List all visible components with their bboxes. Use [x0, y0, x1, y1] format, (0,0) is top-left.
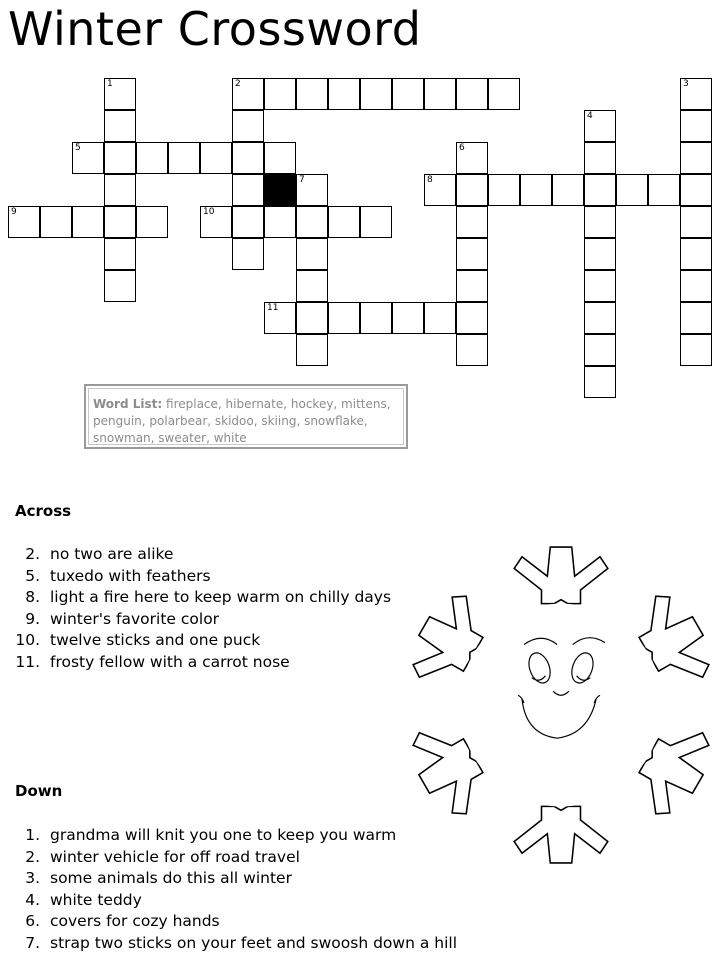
clue-item: 2. winter vehicle for off road travel [25, 847, 300, 866]
grid-cell[interactable] [360, 78, 392, 110]
page-title: Winter Crossword [8, 2, 422, 56]
grid-cell[interactable] [584, 270, 616, 302]
grid-cell[interactable] [232, 206, 264, 238]
grid-cell[interactable] [584, 174, 616, 206]
word-list-label: Word List: [93, 397, 163, 411]
grid-clue-number: 6 [459, 143, 465, 153]
grid-cell[interactable] [648, 174, 680, 206]
grid-cell[interactable] [136, 142, 168, 174]
grid-clue-number: 11 [267, 303, 279, 313]
grid-clue-number: 2 [235, 79, 241, 89]
grid-cell[interactable] [264, 78, 296, 110]
grid-cell[interactable] [264, 206, 296, 238]
clue-item: 9. winter's favorite color [25, 609, 220, 628]
grid-cell[interactable] [232, 110, 264, 142]
snowflake-arm [514, 547, 608, 604]
across-heading: Across [15, 502, 72, 520]
grid-cell[interactable] [232, 78, 264, 110]
clue-item: 3. some animals do this all winter [25, 869, 292, 888]
grid-cell[interactable] [680, 270, 712, 302]
grid-cell[interactable] [584, 302, 616, 334]
down-clues [15, 825, 457, 955]
down-heading: Down [15, 782, 63, 800]
grid-cell[interactable] [584, 334, 616, 366]
grid-cell[interactable] [328, 206, 360, 238]
clue-item: 1. grandma will knit you one to keep you warm [25, 826, 397, 844]
grid-clue-number: 10 [203, 207, 215, 217]
grid-cell[interactable] [104, 110, 136, 142]
grid-cell[interactable] [680, 110, 712, 142]
word-list-inner [88, 388, 404, 445]
grid-cell[interactable] [296, 78, 328, 110]
grid-cell[interactable] [232, 174, 264, 206]
grid-cell[interactable] [104, 206, 136, 238]
grid-clue-number: 4 [587, 111, 593, 121]
clue-item: 4. white teddy [25, 890, 142, 909]
grid-cell[interactable] [328, 78, 360, 110]
grid-cell[interactable] [488, 78, 520, 110]
grid-cell[interactable] [104, 238, 136, 270]
grid-cell[interactable] [328, 302, 360, 334]
clue-item: 11. frosty fellow with a carrot nose [15, 652, 290, 671]
grid-cell[interactable] [584, 142, 616, 174]
grid-cell[interactable] [680, 206, 712, 238]
grid-cell[interactable] [8, 206, 40, 238]
grid-cell[interactable] [296, 270, 328, 302]
clue-item: 10. twelve sticks and one puck [15, 631, 261, 650]
grid-black-cell [264, 174, 296, 206]
grid-cell[interactable] [392, 302, 424, 334]
grid-cell[interactable] [680, 302, 712, 334]
word-list-box [84, 384, 408, 449]
grid-clue-number: 7 [299, 175, 305, 185]
grid-cell[interactable] [200, 206, 232, 238]
grid-cell[interactable] [680, 78, 712, 110]
grid-cell[interactable] [584, 366, 616, 398]
grid-cell[interactable] [424, 302, 456, 334]
grid-cell[interactable] [584, 238, 616, 270]
grid-cell[interactable] [680, 334, 712, 366]
grid-cell[interactable] [104, 270, 136, 302]
grid-cell[interactable] [424, 78, 456, 110]
grid-cell[interactable] [520, 174, 552, 206]
grid-clue-number: 1 [107, 79, 113, 89]
grid-cell[interactable] [456, 334, 488, 366]
grid-cell[interactable] [552, 174, 584, 206]
grid-cell[interactable] [200, 142, 232, 174]
clue-item: 6. covers for cozy hands [25, 912, 220, 931]
clue-item: 5. tuxedo with feathers [25, 566, 211, 585]
grid-cell[interactable] [584, 206, 616, 238]
grid-cell[interactable] [456, 174, 488, 206]
clue-item: 8. light a fire here to keep warm on chilly days [25, 588, 392, 607]
grid-cell[interactable] [264, 142, 296, 174]
word-list-words: fireplace, hibernate, hockey, mittens, penguin, polarbear, skidoo, skiing, snowflake, snowman, sweater, white [93, 397, 391, 445]
grid-clue-number: 8 [427, 175, 433, 185]
snowflake-arm [514, 806, 608, 863]
snowflake-outline [405, 547, 717, 863]
grid-cell[interactable] [296, 334, 328, 366]
grid-cell[interactable] [104, 142, 136, 174]
grid-clue-number: 5 [75, 143, 81, 153]
grid-cell[interactable] [296, 302, 328, 334]
grid-cell[interactable] [456, 78, 488, 110]
grid-cell[interactable] [168, 142, 200, 174]
grid-cell[interactable] [72, 142, 104, 174]
grid-cell[interactable] [232, 238, 264, 270]
grid-cell[interactable] [680, 238, 712, 270]
snowflake-illustration [405, 540, 717, 870]
grid-cell[interactable] [456, 142, 488, 174]
grid-cell[interactable] [104, 174, 136, 206]
clue-item: 7. strap two sticks on your feet and swoosh down a hill [25, 933, 458, 952]
grid-cell[interactable] [584, 110, 616, 142]
grid-cell[interactable] [424, 174, 456, 206]
grid-cell[interactable] [616, 174, 648, 206]
snowflake-fill [460, 604, 663, 807]
grid-cell[interactable] [456, 206, 488, 238]
grid-cell[interactable] [296, 174, 328, 206]
grid-cell[interactable] [488, 174, 520, 206]
grid-cell[interactable] [392, 78, 424, 110]
clue-item: 2. no two are alike [25, 545, 174, 563]
grid-cell[interactable] [232, 142, 264, 174]
grid-cell[interactable] [360, 206, 392, 238]
grid-cell[interactable] [136, 206, 168, 238]
grid-cell[interactable] [104, 78, 136, 110]
grid-cell[interactable] [680, 142, 712, 174]
grid-cell[interactable] [456, 302, 488, 334]
grid-cell[interactable] [296, 206, 328, 238]
grid-cell[interactable] [264, 302, 296, 334]
grid-cell[interactable] [72, 206, 104, 238]
grid-clue-number: 3 [683, 79, 689, 89]
grid-cell[interactable] [456, 270, 488, 302]
grid-cell[interactable] [360, 302, 392, 334]
across-clues [15, 544, 391, 674]
grid-cell[interactable] [40, 206, 72, 238]
grid-cell[interactable] [680, 174, 712, 206]
grid-cell[interactable] [456, 238, 488, 270]
grid-cell[interactable] [296, 238, 328, 270]
grid-clue-number: 9 [11, 207, 17, 217]
